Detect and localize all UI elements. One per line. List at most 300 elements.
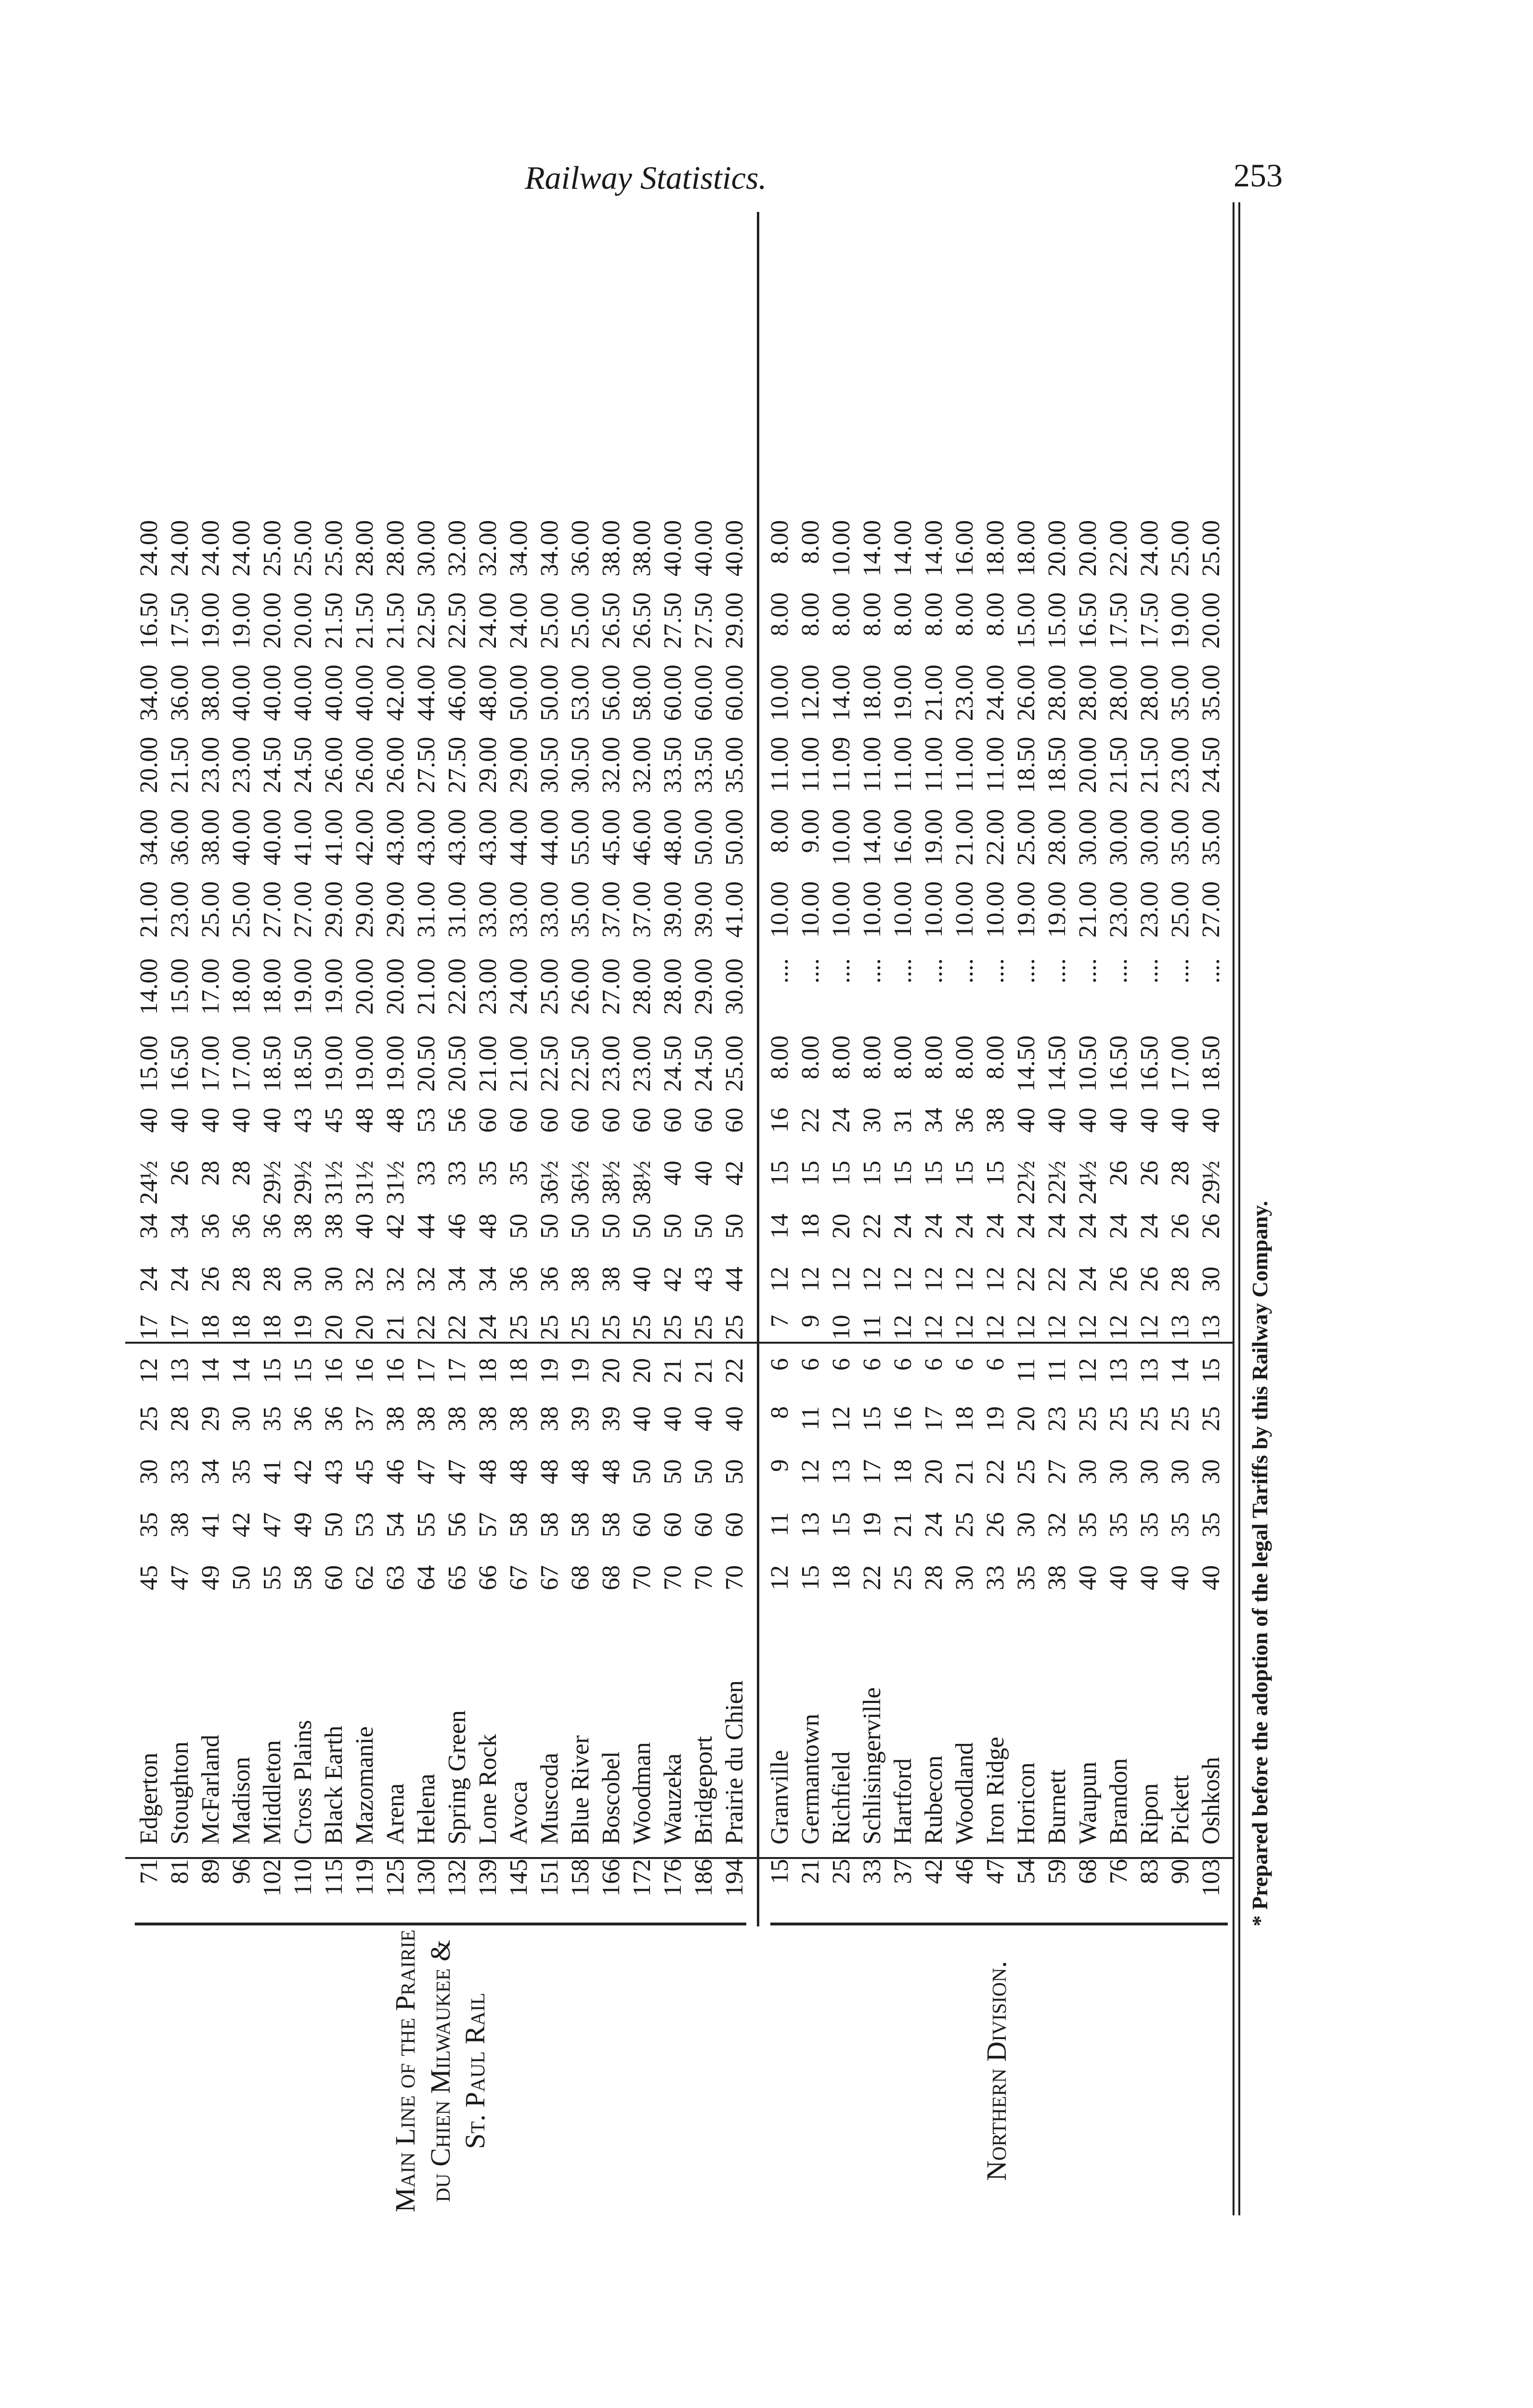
row-rate-cell: 20.00 (382, 958, 409, 1015)
row-rate-cell: 17 (443, 1358, 471, 1383)
row-rate-cell: 8.00 (889, 592, 917, 636)
row-rate-cell: 26.50 (598, 592, 625, 649)
row-rate-cell: 40.00 (351, 665, 378, 721)
row-rate-cell: 12 (951, 1315, 978, 1340)
row-distance: 71 (135, 1859, 163, 1884)
row-rate-cell: 16.00 (889, 809, 917, 865)
row-rate-cell: 68 (567, 1565, 594, 1590)
row-rate-cell: 30 (1136, 1459, 1163, 1484)
row-rate-cell: 22.50 (413, 592, 440, 649)
row-rate-cell: 60.00 (721, 665, 748, 721)
rotated-rate-table (125, 202, 1281, 2215)
row-rate-cell: 12 (135, 1358, 163, 1383)
row-rate-cell: 36 (320, 1406, 348, 1431)
row-rate-cell: 23.00 (1105, 881, 1132, 938)
row-rate-cell: 30 (135, 1459, 163, 1484)
row-rate-cell: 48 (598, 1459, 625, 1484)
row-rate-cell: 48 (536, 1459, 563, 1484)
brace-north (770, 1923, 1228, 1925)
row-rate-cell: 20.00 (1074, 520, 1102, 576)
row-rate-cell: 12 (1136, 1315, 1163, 1340)
row-rate-cell: 42 (382, 1214, 409, 1239)
row-rate-cell: 18.00 (228, 958, 255, 1015)
row-rate-cell: 18.00 (259, 958, 286, 1015)
row-rate-cell: 38 (289, 1214, 317, 1239)
row-station-name: Germantown (797, 1714, 824, 1845)
row-rate-cell: 22 (721, 1358, 748, 1383)
row-distance: 194 (721, 1859, 748, 1897)
row-rate-cell: 20 (1013, 1406, 1040, 1431)
row-rate-cell: 42 (289, 1459, 317, 1484)
row-rate-cell: 21 (690, 1358, 717, 1383)
row-rate-cell: 60 (536, 1108, 563, 1133)
row-rate-cell: .... (1043, 958, 1071, 983)
row-station-name: Granville (766, 1750, 793, 1845)
row-rate-cell: 39.00 (659, 881, 687, 938)
row-rate-cell: 23 (1043, 1406, 1071, 1431)
row-rate-cell: 20.00 (259, 592, 286, 649)
row-rate-cell: 33.50 (690, 737, 717, 793)
row-rate-cell: 47 (413, 1459, 440, 1484)
row-rate-cell: 60 (721, 1512, 748, 1537)
row-rate-cell: 24.00 (505, 592, 533, 649)
row-station-name: Bridgeport (690, 1736, 717, 1845)
row-rate-cell: 30 (1105, 1459, 1132, 1484)
row-rate-cell: 19 (858, 1512, 886, 1537)
row-rate-cell: 9.00 (797, 809, 824, 853)
row-rate-cell: 32.00 (474, 520, 502, 576)
row-rate-cell: 20 (628, 1358, 656, 1383)
row-rate-cell: 8.00 (797, 592, 824, 636)
row-rate-cell: 14 (766, 1214, 793, 1239)
row-rate-cell: 23.00 (628, 1035, 656, 1092)
row-rate-cell: 58 (536, 1512, 563, 1537)
row-rate-cell: 22.50 (567, 1035, 594, 1092)
row-rate-cell: 35.00 (1167, 809, 1194, 865)
row-rate-cell: 62 (351, 1565, 378, 1590)
row-rate-cell: 46.00 (443, 665, 471, 721)
row-rate-cell: 43 (690, 1267, 717, 1292)
row-rate-cell: 28.00 (351, 520, 378, 576)
row-rate-cell: 42.00 (382, 665, 409, 721)
row-rate-cell: 25 (1105, 1406, 1132, 1431)
row-rate-cell: 29.00 (382, 881, 409, 938)
row-rate-cell: 18 (951, 1406, 978, 1431)
row-station-name: Brandon (1105, 1758, 1132, 1845)
row-rate-cell: 42.00 (351, 809, 378, 865)
row-distance: 54 (1013, 1859, 1040, 1884)
row-rate-cell: 26.00 (320, 737, 348, 793)
row-station-name: Blue River (567, 1735, 594, 1845)
row-rate-cell: 8.00 (920, 592, 948, 636)
row-rate-cell: 8.00 (828, 1035, 855, 1079)
row-distance: 21 (797, 1859, 824, 1884)
row-rate-cell: 18 (505, 1358, 533, 1383)
row-rate-cell: 25.00 (320, 520, 348, 576)
row-rate-cell: 70 (628, 1565, 656, 1590)
row-distance: 166 (598, 1859, 625, 1897)
row-rate-cell: 46.00 (628, 809, 656, 865)
row-rate-cell: 30.50 (567, 737, 594, 793)
row-rate-cell: 50 (659, 1214, 687, 1239)
row-rate-cell: 24 (1105, 1214, 1132, 1239)
row-rate-cell: 41.00 (289, 809, 317, 865)
row-rate-cell: 25.00 (289, 520, 317, 576)
row-rate-cell: 24.50 (659, 1035, 687, 1092)
row-rate-cell: 44 (721, 1267, 748, 1292)
row-rate-cell: 30 (1074, 1459, 1102, 1484)
row-station-name: Boscobel (598, 1751, 625, 1845)
row-rate-cell: 66 (474, 1565, 502, 1590)
row-rate-cell: 12 (920, 1315, 948, 1340)
row-rate-cell: 14.50 (1043, 1035, 1071, 1092)
row-rate-cell: 8.00 (766, 520, 793, 564)
row-rate-cell: 40 (721, 1406, 748, 1431)
row-rate-cell: 50 (536, 1214, 563, 1239)
row-station-name: Oshkosh (1197, 1756, 1225, 1845)
row-rate-cell: 50 (690, 1459, 717, 1484)
row-rate-cell: 45 (135, 1565, 163, 1590)
row-rate-cell: 17 (166, 1315, 194, 1340)
row-rate-cell: 38 (443, 1406, 471, 1431)
row-rate-cell: 19.00 (920, 809, 948, 865)
row-rate-cell: 32 (1043, 1512, 1071, 1537)
row-rate-cell: 27.50 (443, 737, 471, 793)
row-rate-cell: 34 (135, 1214, 163, 1239)
row-rate-cell: 26.00 (567, 958, 594, 1015)
row-rate-cell: 15 (289, 1358, 317, 1383)
row-rate-cell: 15 (1197, 1358, 1225, 1383)
row-rate-cell: 56 (443, 1512, 471, 1537)
row-rate-cell: 60.00 (659, 665, 687, 721)
row-rate-cell: 25.00 (536, 592, 563, 649)
row-rate-cell: 38 (598, 1267, 625, 1292)
row-rate-cell: 18 (197, 1315, 224, 1340)
row-rate-cell: 28.00 (659, 958, 687, 1015)
row-rate-cell: 24.00 (982, 665, 1009, 721)
row-rate-cell: 24 (951, 1214, 978, 1239)
row-distance: 158 (567, 1859, 594, 1897)
row-rate-cell: 12 (951, 1267, 978, 1292)
row-distance: 25 (828, 1859, 855, 1884)
row-rate-cell: 34 (197, 1459, 224, 1484)
row-rate-cell: 25 (1167, 1406, 1194, 1431)
row-rate-cell: 40.00 (690, 520, 717, 576)
row-rate-cell: 35 (1013, 1565, 1040, 1590)
row-rate-cell: 16.50 (1136, 1035, 1163, 1092)
row-rate-cell: 34 (474, 1267, 502, 1292)
row-rate-cell: 19.00 (351, 1035, 378, 1092)
row-rate-cell: 45 (320, 1108, 348, 1133)
row-rate-cell: 29.00 (505, 737, 533, 793)
row-rate-cell: 22.50 (536, 1035, 563, 1092)
row-rate-cell: 35.00 (1167, 665, 1194, 721)
row-rate-cell: 40 (690, 1161, 717, 1186)
bottom-rule-2 (1238, 202, 1240, 2215)
row-rate-cell: 8 (766, 1406, 793, 1419)
row-rate-cell: 16 (351, 1358, 378, 1383)
row-distance: 139 (474, 1859, 502, 1897)
row-rate-cell: 68 (598, 1565, 625, 1590)
row-rate-cell: 40 (1167, 1108, 1194, 1133)
row-rate-cell: 25.00 (1013, 809, 1040, 865)
row-rate-cell: 28 (920, 1565, 948, 1590)
row-rate-cell: 40 (197, 1108, 224, 1133)
row-station-name: Prairie du Chien (721, 1680, 748, 1845)
row-rate-cell: 25 (951, 1512, 978, 1537)
row-rate-cell: 12 (766, 1565, 793, 1590)
row-rate-cell: 21.50 (1136, 737, 1163, 793)
row-rate-cell: 50 (628, 1459, 656, 1484)
row-rate-cell: 24.00 (474, 592, 502, 649)
row-rate-cell: 13 (828, 1459, 855, 1484)
row-rate-cell: 12 (766, 1267, 793, 1292)
row-station-name: Middleton (259, 1740, 286, 1845)
row-rate-cell: 38.00 (628, 520, 656, 576)
row-rate-cell: 28.00 (1043, 665, 1071, 721)
row-rate-cell: 21.00 (1074, 881, 1102, 938)
row-rate-cell: 21.50 (1105, 737, 1132, 793)
row-rate-cell: 12 (920, 1267, 948, 1292)
row-rate-cell: 40 (351, 1214, 378, 1239)
row-rate-cell: 32 (382, 1267, 409, 1292)
row-rate-cell: 38 (382, 1406, 409, 1431)
row-distance: 145 (505, 1859, 533, 1897)
row-rate-cell: 40.00 (228, 809, 255, 865)
row-rate-cell: 15 (259, 1358, 286, 1383)
row-rate-cell: 8.00 (797, 1035, 824, 1079)
row-rate-cell: 39 (567, 1406, 594, 1431)
row-rate-cell: 55.00 (567, 809, 594, 865)
row-rate-cell: 48 (505, 1459, 533, 1484)
row-rate-cell: 9 (766, 1459, 793, 1472)
row-rate-cell: 42 (721, 1161, 748, 1186)
row-rate-cell: .... (766, 958, 793, 983)
row-rate-cell: 25 (505, 1315, 533, 1340)
row-rate-cell: 50 (659, 1459, 687, 1484)
row-station-name: Mazomanie (351, 1726, 378, 1845)
row-rate-cell: 15 (951, 1161, 978, 1186)
row-rate-cell: 50.00 (536, 665, 563, 721)
row-rate-cell: 35 (259, 1406, 286, 1431)
row-rate-cell: 60 (598, 1108, 625, 1133)
row-rate-cell: 20.50 (443, 1035, 471, 1092)
row-rate-cell: 35 (1105, 1512, 1132, 1537)
row-rate-cell: 60 (628, 1108, 656, 1133)
row-station-name: Arena (382, 1783, 409, 1845)
row-rate-cell: 22.00 (1105, 520, 1132, 576)
row-rate-cell: 30 (1167, 1459, 1194, 1484)
row-distance: 186 (690, 1859, 717, 1897)
row-rate-cell: 35 (1167, 1512, 1194, 1537)
row-rate-cell: 8.00 (889, 1035, 917, 1079)
row-rate-cell: 56.00 (598, 665, 625, 721)
row-rate-cell: 36 (505, 1267, 533, 1292)
row-rate-cell: 30 (1013, 1512, 1040, 1537)
row-station-name: Wauzeka (659, 1753, 687, 1845)
row-rate-cell: 38 (474, 1406, 502, 1431)
row-rate-cell: 16.50 (1074, 592, 1102, 649)
row-rate-cell: 24.50 (1197, 737, 1225, 793)
row-rate-cell: 28.00 (1043, 809, 1071, 865)
row-distance: 37 (889, 1859, 917, 1884)
row-rate-cell: 24 (1136, 1214, 1163, 1239)
row-rate-cell: 25.00 (1197, 520, 1225, 576)
row-rate-cell: 40 (166, 1108, 194, 1133)
row-rate-cell: 20 (351, 1315, 378, 1340)
row-rate-cell: 15.00 (1013, 592, 1040, 649)
row-station-name: Woodland (951, 1742, 978, 1845)
row-rate-cell: 6 (889, 1358, 917, 1371)
row-rate-cell: 29.00 (351, 881, 378, 938)
row-rate-cell: 24 (920, 1512, 948, 1537)
row-rate-cell: 17 (858, 1459, 886, 1484)
row-rate-cell: .... (828, 958, 855, 983)
row-rate-cell: 19.00 (1043, 881, 1071, 938)
row-rate-cell: 38.00 (197, 665, 224, 721)
row-rate-cell: 19.00 (289, 958, 317, 1015)
row-rate-cell: 48 (382, 1108, 409, 1133)
row-rate-cell: 26 (1136, 1267, 1163, 1292)
row-rate-cell: 28.00 (1074, 665, 1102, 721)
row-rate-cell: 67 (505, 1565, 533, 1590)
row-rate-cell: 24½ (1074, 1161, 1102, 1204)
row-rate-cell: 47 (443, 1459, 471, 1484)
page-number: 253 (1234, 157, 1283, 194)
row-rate-cell: 13 (1197, 1315, 1225, 1340)
row-rate-cell: 13 (1167, 1315, 1194, 1340)
row-rate-cell: 67 (536, 1565, 563, 1590)
row-rate-cell: 43.00 (413, 809, 440, 865)
row-rate-cell: 22 (413, 1315, 440, 1340)
running-head: Railway Statistics. (525, 159, 767, 196)
row-rate-cell: 25.00 (228, 881, 255, 938)
row-rate-cell: 38 (567, 1267, 594, 1292)
row-rate-cell: 11 (797, 1406, 824, 1431)
row-rate-cell: 26.50 (628, 592, 656, 649)
row-rate-cell: 8.00 (797, 520, 824, 564)
row-rate-cell: .... (1167, 958, 1194, 983)
row-rate-cell: 12 (828, 1267, 855, 1292)
row-rate-cell: 45.00 (598, 809, 625, 865)
row-rate-cell: 35.00 (721, 737, 748, 793)
row-rate-cell: 6 (766, 1358, 793, 1371)
row-rate-cell: 24.50 (259, 737, 286, 793)
row-rate-cell: 40 (1136, 1565, 1163, 1590)
row-rate-cell: 24.00 (135, 520, 163, 576)
row-rate-cell: 23.00 (1167, 737, 1194, 793)
row-rate-cell: 21.00 (474, 1035, 502, 1092)
row-distance: 119 (351, 1859, 378, 1896)
row-rate-cell: 14.00 (889, 520, 917, 576)
row-rate-cell: 12 (1074, 1358, 1102, 1383)
section-label-northern-division: Northern Division. (980, 1961, 1012, 2181)
row-rate-cell: 45 (351, 1459, 378, 1484)
row-rate-cell: 40 (1013, 1108, 1040, 1133)
row-rate-cell: 20.00 (135, 737, 163, 793)
row-distance: 151 (536, 1859, 563, 1897)
row-rate-cell: 33.50 (659, 737, 687, 793)
row-rate-cell: 21 (889, 1512, 917, 1537)
row-rate-cell: 35.00 (1197, 665, 1225, 721)
row-rate-cell: 25 (1197, 1406, 1225, 1431)
row-station-name: Black Earth (320, 1726, 348, 1845)
row-rate-cell: 41 (197, 1512, 224, 1537)
row-rate-cell: 8.00 (766, 592, 793, 636)
row-rate-cell: 35.00 (567, 881, 594, 938)
row-rate-cell: 8.00 (920, 1035, 948, 1079)
row-rate-cell: 23.00 (1136, 881, 1163, 938)
row-rate-cell: 12 (1013, 1315, 1040, 1340)
row-rate-cell: 10.00 (797, 881, 824, 938)
row-rate-cell: 6 (982, 1358, 1009, 1371)
row-rate-cell: 40 (659, 1406, 687, 1431)
row-rate-cell: 47 (166, 1565, 194, 1590)
row-rate-cell: 47 (259, 1512, 286, 1537)
row-distance: 46 (951, 1859, 978, 1884)
row-rate-cell: 40.00 (259, 809, 286, 865)
row-rate-cell: 14.00 (828, 665, 855, 721)
row-rate-cell: 13 (1136, 1358, 1163, 1383)
row-rate-cell: 28 (228, 1161, 255, 1186)
row-rate-cell: 26 (197, 1267, 224, 1292)
row-rate-cell: 58 (505, 1512, 533, 1537)
row-distance: 15 (766, 1859, 793, 1884)
row-rate-cell: 10.50 (1074, 1035, 1102, 1092)
row-rate-cell: 38 (320, 1214, 348, 1239)
row-rate-cell: 34.00 (536, 520, 563, 576)
row-rate-cell: 26 (166, 1161, 194, 1186)
row-rate-cell: 38½ (598, 1161, 625, 1204)
row-rate-cell: 35.00 (1197, 809, 1225, 865)
row-station-name: Pickett (1167, 1775, 1194, 1845)
row-rate-cell: 15.00 (166, 958, 194, 1015)
row-rate-cell: 30.00 (1136, 809, 1163, 865)
row-rate-cell: 26 (982, 1512, 1009, 1537)
row-rate-cell: 49 (197, 1565, 224, 1590)
row-rate-cell: 22.00 (443, 958, 471, 1015)
row-rate-cell: 25 (690, 1315, 717, 1340)
row-rate-cell: 33.00 (474, 881, 502, 938)
row-station-name: Iron Ridge (982, 1737, 1009, 1845)
row-rate-cell: .... (1136, 958, 1163, 983)
row-rate-cell: 19.00 (320, 958, 348, 1015)
row-rate-cell: 48 (351, 1108, 378, 1133)
row-rate-cell: 27.50 (659, 592, 687, 649)
row-rate-cell: 23.00 (166, 881, 194, 938)
row-rate-cell: 50 (690, 1214, 717, 1239)
row-rate-cell: 33.00 (505, 881, 533, 938)
row-rate-cell: .... (1197, 958, 1225, 983)
row-rate-cell: 20 (828, 1214, 855, 1239)
row-rate-cell: 53 (351, 1512, 378, 1537)
row-rate-cell: 12 (797, 1459, 824, 1484)
row-rate-cell: 15 (797, 1565, 824, 1590)
row-rate-cell: 36 (228, 1214, 255, 1239)
row-rate-cell: 14.50 (1013, 1035, 1040, 1092)
row-rate-cell: 28 (259, 1267, 286, 1292)
row-rate-cell: 25 (889, 1565, 917, 1590)
row-distance: 132 (443, 1859, 471, 1897)
row-rate-cell: 6 (920, 1358, 948, 1371)
row-rate-cell: 35 (1136, 1512, 1163, 1537)
row-rate-cell: 41.00 (721, 881, 748, 938)
row-rate-cell: 31.00 (443, 881, 471, 938)
row-rate-cell: 8.00 (982, 592, 1009, 636)
row-rate-cell: 27.00 (259, 881, 286, 938)
row-rate-cell: 44.00 (536, 809, 563, 865)
row-rate-cell: 26 (1105, 1267, 1132, 1292)
